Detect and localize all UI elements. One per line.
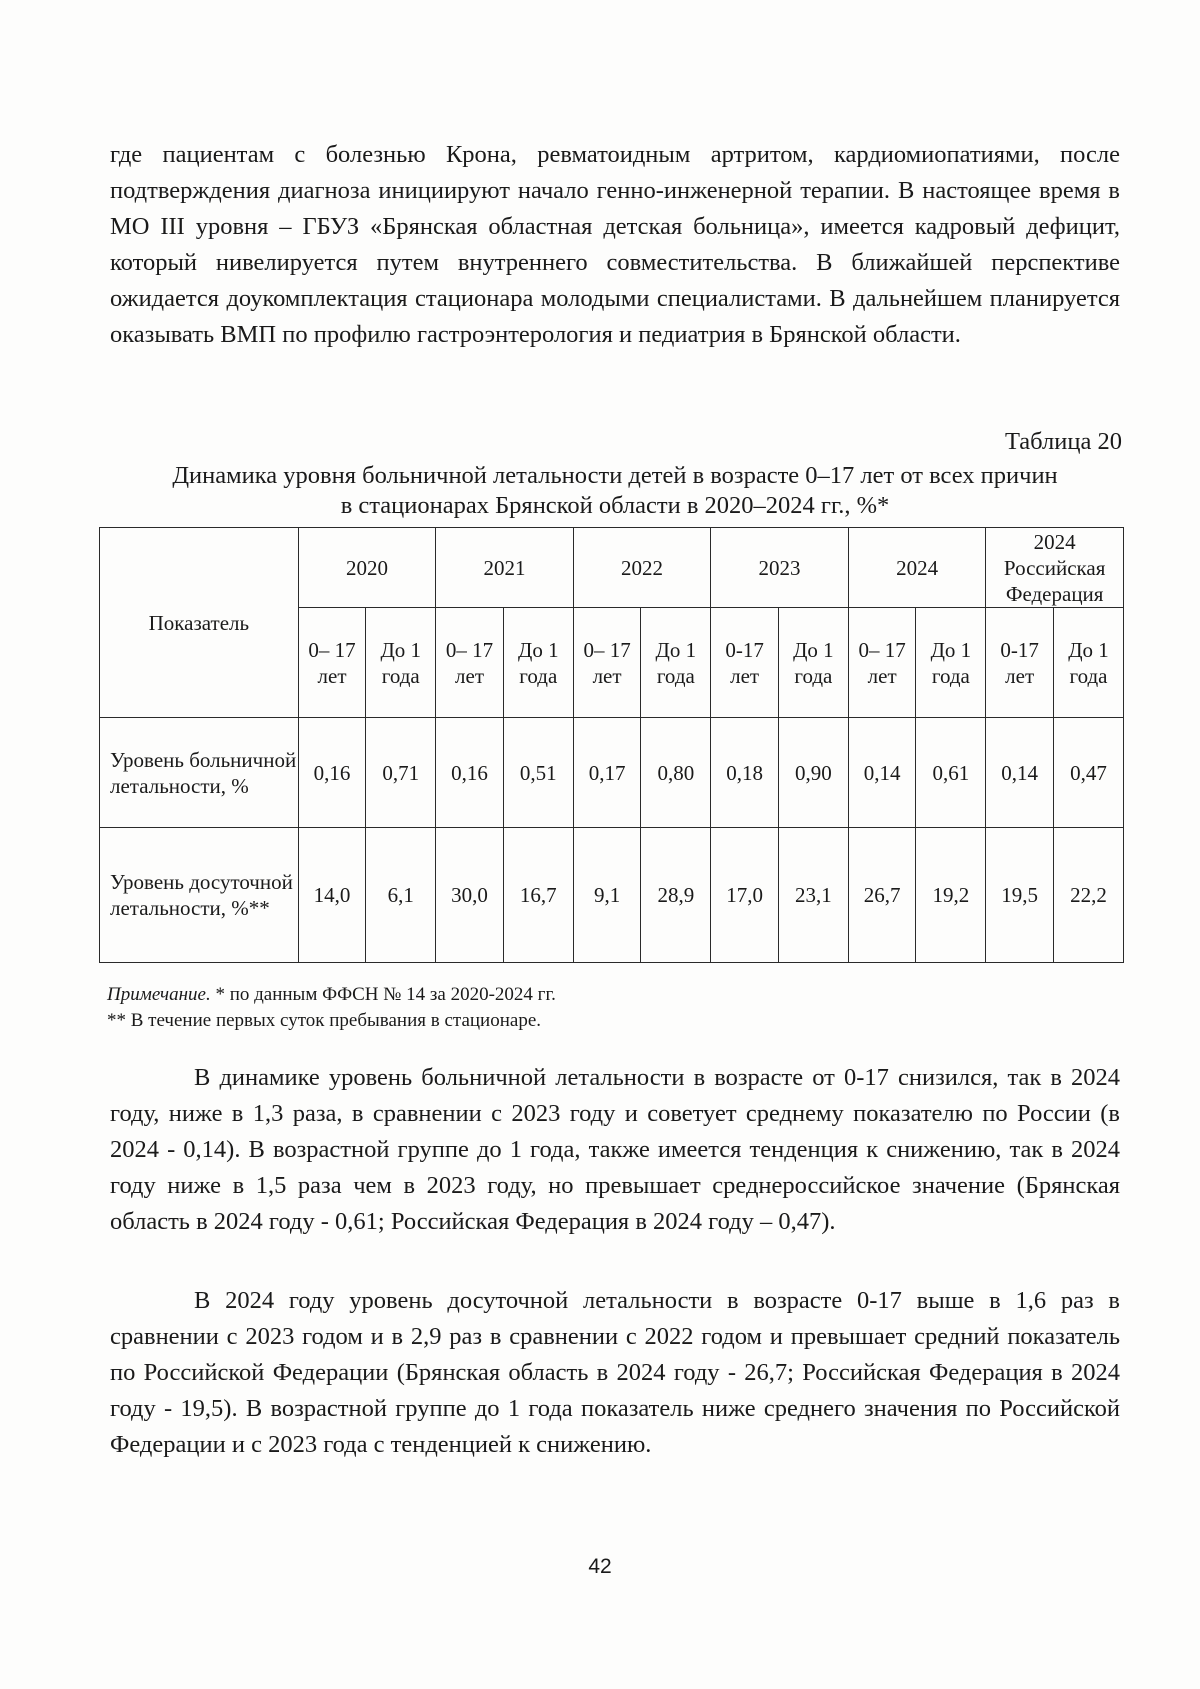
table-cell: 0,17 xyxy=(573,718,641,828)
row-label: Уровень досуточной летальности, %** xyxy=(100,828,299,963)
header-indicator: Показатель xyxy=(100,528,299,718)
paragraph-intro: где пациентам с болезнью Крона, ревматоидным артритом, кардиомиопатиями, после подтверждения диагноза инициируют начало генно-инженерной терапии. В настоящее время в МО III уровня – ГБУЗ «Брянская областная детская больница», имеется кадровый дефицит, который нивелируется путем внутреннего совместительства. В ближайшей перспективе ожидается доукомплектация стационара молодыми специалистами. В дальнейшем планируется оказывать ВМП по профилю гастроэнтерология и педиатрия в Брянской области. xyxy=(110,141,1120,348)
table-cell: 6,1 xyxy=(366,828,436,963)
header-age-group: 0-17 лет xyxy=(986,608,1054,718)
header-age-group: До 1 года xyxy=(916,608,986,718)
header-age-group: До 1 года xyxy=(641,608,711,718)
table-cell: 0,71 xyxy=(366,718,436,828)
mortality-table xyxy=(99,527,1124,963)
header-age-group: 0– 17 лет xyxy=(848,608,916,718)
table-caption-line2: в стационарах Брянской области в 2020–2024 гг., %* xyxy=(340,492,890,519)
table-row xyxy=(100,718,1124,828)
table-cell: 0,90 xyxy=(778,718,848,828)
header-age-group: До 1 года xyxy=(503,608,573,718)
header-age-group: 0– 17 лет xyxy=(436,608,504,718)
table-cell: 9,1 xyxy=(573,828,641,963)
table-number: Таблица 20 xyxy=(1004,428,1122,455)
page-number: 42 xyxy=(588,1555,612,1578)
note-text: * по данным ФФСН № 14 за 2020-2024 гг. xyxy=(210,984,556,1005)
table-cell: 0,18 xyxy=(711,718,779,828)
table-cell: 19,5 xyxy=(986,828,1054,963)
table-cell: 30,0 xyxy=(436,828,504,963)
header-age-group: 0– 17 лет xyxy=(573,608,641,718)
table-caption-line1: Динамика уровня больничной летальности детей в возрасте 0–17 лет от всех причин xyxy=(172,462,1058,489)
table-footnote: ** В течение первых суток пребывания в стационаре. xyxy=(107,1010,542,1031)
table-cell: 0,16 xyxy=(298,718,366,828)
header-year: 2021 xyxy=(436,528,574,608)
table-cell: 16,7 xyxy=(503,828,573,963)
header-age-group: 0-17 лет xyxy=(711,608,779,718)
header-age-group: 0– 17 лет xyxy=(298,608,366,718)
table-caption xyxy=(100,461,1130,521)
header-age-group: До 1 года xyxy=(778,608,848,718)
table-cell: 22,2 xyxy=(1054,828,1124,963)
header-year: 2023 xyxy=(711,528,849,608)
table-cell: 0,51 xyxy=(503,718,573,828)
header-age-group: До 1 года xyxy=(1054,608,1124,718)
table-note xyxy=(107,982,556,1008)
table-row xyxy=(100,828,1124,963)
paragraph-hospital-mortality: В динамике уровень больничной летальности в возрасте от 0-17 снизился, так в 2024 году, ниже в 1,3 раза, в сравнении с 2023 году и советует среднему показателю по России (в 2024 - 0,14). В возрастной группе до 1 года, также имеется тенденция к снижению, так в 2024 году ниже в 1,5 раза чем в 2023 году, но превышает среднероссийское значение (Брянская область в 2024 году - 0,61; Российская Федерация в 2024 году – 0,47). xyxy=(110,1064,1120,1235)
header-year: 2022 xyxy=(573,528,711,608)
table-cell: 28,9 xyxy=(641,828,711,963)
table-cell: 0,47 xyxy=(1054,718,1124,828)
table-cell: 0,80 xyxy=(641,718,711,828)
row-label: Уровень больничной летальности, % xyxy=(100,718,299,828)
note-label: Примечание. xyxy=(107,984,211,1005)
table-cell: 0,61 xyxy=(916,718,986,828)
table-cell: 0,14 xyxy=(848,718,916,828)
header-year: 2024 xyxy=(848,528,986,608)
table-cell: 26,7 xyxy=(848,828,916,963)
table-cell: 23,1 xyxy=(778,828,848,963)
table-cell: 17,0 xyxy=(711,828,779,963)
table-cell: 0,14 xyxy=(986,718,1054,828)
header-year: 2020 xyxy=(298,528,436,608)
table-header-row-years xyxy=(100,528,1124,608)
header-rf-2024: 2024 Российская Федерация xyxy=(986,528,1124,608)
table-cell: 19,2 xyxy=(916,828,986,963)
paragraph-early-mortality: В 2024 году уровень досуточной летальности в возрасте 0-17 выше в 1,6 раз в сравнении с 2023 годом и в 2,9 раз в сравнении с 2022 годом и превышает средний показатель по Российской Федерации (Брянская область в 2024 году - 26,7; Российская Федерация в 2024 году - 19,5). В возрастной группе до 1 года показатель ниже среднего значения по Российской Федерации и с 2023 года с тенденцией к снижению. xyxy=(110,1287,1120,1458)
header-age-group: До 1 года xyxy=(366,608,436,718)
table-cell: 0,16 xyxy=(436,718,504,828)
table-cell: 14,0 xyxy=(298,828,366,963)
